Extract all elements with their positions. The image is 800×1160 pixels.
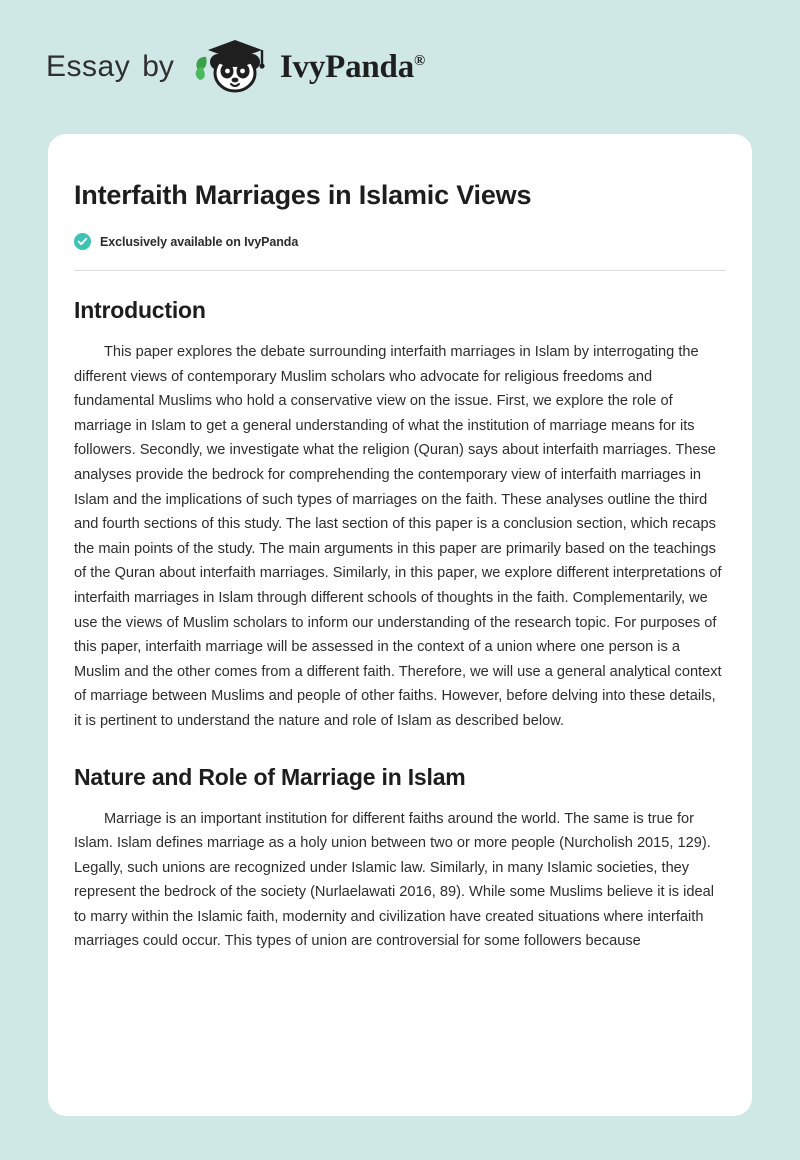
section-paragraph-introduction: This paper explores the debate surrounding interfaith marriages in Islam by interrogating the different views of contemporary Muslim scholars who advocate for religious freedoms and fundamental Muslims who hold a conservative view on the issue. First, we explore the role of marriage in Islam to get a general understanding of what the institution of marriage means for its followers. Secondly, we investigate what the religion (Quran) says about interfaith marriages. These analyses provide the bedrock for comprehending the contemporary view of interfaith marriages in Islam and the implications of such types of marriages on the faith. These analyses outline the third and fourth sections of this study. The last section of this paper is a conclusion section, which recaps the main points of the study. The main arguments in this paper are primarily based on the teachings of the Quran about interfaith marriages. Similarly, in this paper, we explore different interpretations of interfaith marriages in Islam through different schools of thoughts in the faith. Complementarily, we use the views of Muslim scholars to inform our understanding of the research topic. For purposes of this paper, interfaith marriage will be assessed in the context of a union where one person is a Muslim and the other comes from a different faith. Therefore, we will use a general analytical context of marriage between Muslims and people of other faiths. However, before delving into these details, it is pertinent to understand the nature and role of Islam as described below. bbox=[74, 344, 722, 729]
brand-name-text: IvyPanda bbox=[279, 48, 414, 85]
section-paragraph-nature-and-role: Marriage is an important institution for different faiths around the world. The same is true for Islam. Islam defines marriage as a holy union between two or more people (Nurcholish 2015, 129). Legally, such unions are recognized under Islamic law. Similarly, in many Islamic societies, they represent the bedrock of the society (Nurlaelawati 2016, 89). While some Muslims believe it is ideal to marry within the Islamic faith, modernity and civilization have created situations where interfaith marriages could occur. This types of union are controversial for some followers because bbox=[74, 810, 714, 950]
panda-graduate-icon bbox=[190, 36, 276, 98]
brand-essay-label: Essay bbox=[46, 50, 131, 83]
section-heading-nature-and-role-of-marriage-in-islam: Nature and Role of Marriage in Islam bbox=[74, 763, 466, 790]
ivypanda-logo[interactable] bbox=[190, 36, 425, 98]
check-circle-icon bbox=[74, 233, 91, 250]
brand-wordmark bbox=[280, 49, 425, 86]
brand-trademark-symbol: ® bbox=[414, 52, 426, 69]
brand-by-label: by bbox=[142, 50, 174, 83]
page-title: Interfaith Marriages in Islamic Views bbox=[74, 180, 532, 210]
document-sheet bbox=[48, 134, 752, 1116]
brand-header bbox=[0, 0, 800, 134]
availability-badge bbox=[74, 233, 726, 250]
availability-text: Exclusively available on IvyPanda bbox=[100, 234, 299, 249]
title-divider bbox=[74, 270, 726, 271]
section-heading-introduction: Introduction bbox=[74, 297, 206, 323]
